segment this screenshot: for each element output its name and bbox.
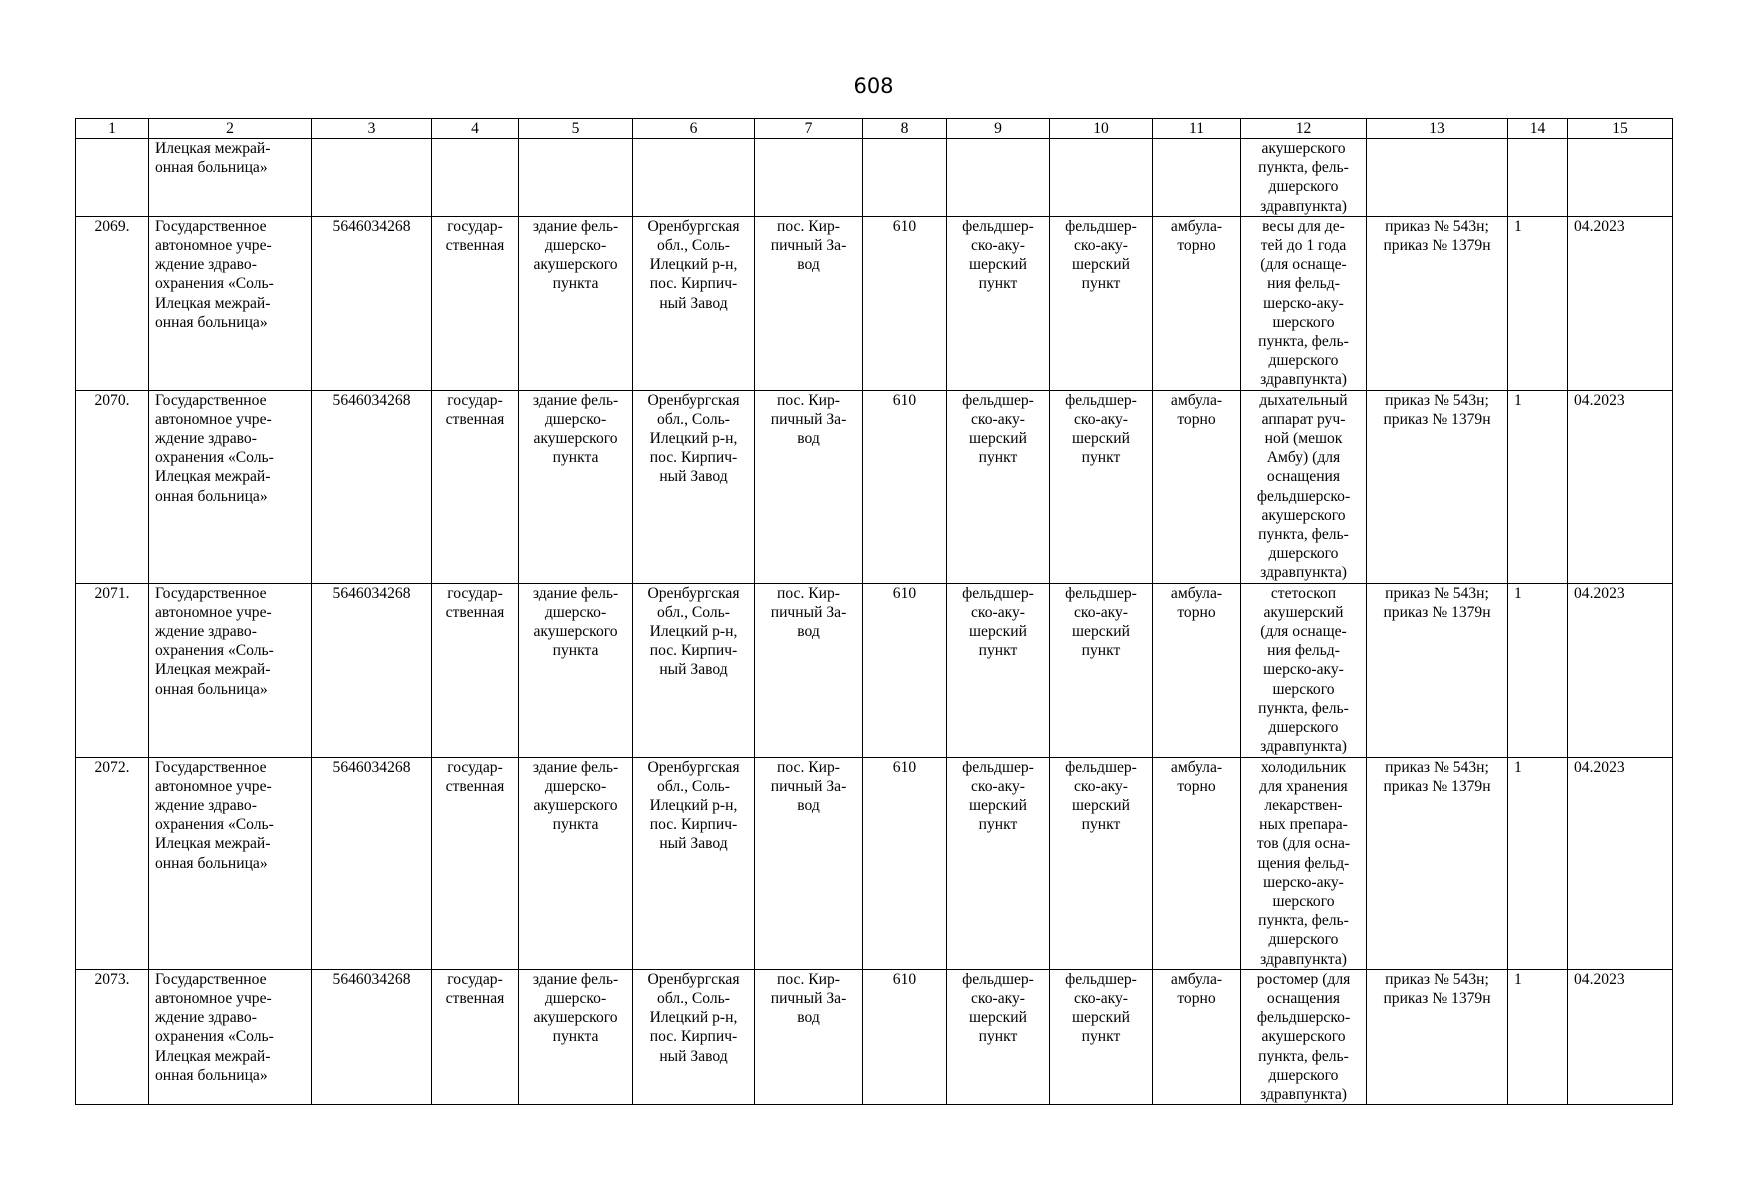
facility-type-cell: фельдшер- ско-аку- шерский пункт (947, 583, 1050, 757)
row-number: 2071. (76, 583, 149, 757)
ownership-cell: государ- ственная (432, 216, 519, 390)
facility-type-cell: фельдшер- ско-аку- шерский пункт (947, 216, 1050, 390)
quantity-cell: 1 (1508, 390, 1568, 583)
table-cell (947, 139, 1050, 217)
ownership-cell: государ- ственная (432, 583, 519, 757)
date-cell: 04.2023 (1568, 757, 1673, 969)
column-header: 9 (947, 119, 1050, 139)
facility-type-cell: фельдшер- ско-аку- шерский пункт (1050, 757, 1153, 969)
settlement-cell: пос. Кир- пичный За- вод (755, 390, 863, 583)
equipment-cell: холодильник для хранения лекарствен- ных препара- тов (для осна- щения фельд- шерско-аку- шерского пункта, фель- дшерского здравпункта) (1241, 757, 1367, 969)
table-row (76, 583, 1673, 757)
column-header: 7 (755, 119, 863, 139)
equipment-cell: акушерского пункта, фель- дшерского здравпункта) (1241, 139, 1367, 217)
table-row (76, 757, 1673, 969)
table-cell (1508, 139, 1568, 217)
equipment-cell: дыхательный аппарат руч- ной (мешок Амбу) (для оснащения фельдшерско- акушерского пункта, фель- дшерского здравпункта) (1241, 390, 1367, 583)
table-cell (755, 139, 863, 217)
row-number: 2069. (76, 216, 149, 390)
table-cell (1153, 139, 1241, 217)
column-header: 13 (1367, 119, 1508, 139)
ownership-cell: государ- ственная (432, 390, 519, 583)
page-number: 608 (853, 74, 894, 98)
settlement-cell: пос. Кир- пичный За- вод (755, 583, 863, 757)
equipment-cell: весы для де- тей до 1 года (для оснаще- ния фельд- шерско-аку- шерского пункта, фель- дшерского здравпункта) (1241, 216, 1367, 390)
date-cell: 04.2023 (1568, 583, 1673, 757)
column-header: 5 (519, 119, 633, 139)
column-header: 12 (1241, 119, 1367, 139)
address-cell: Оренбургская обл., Соль- Илецкий р-н, пос. Кирпич- ный Завод (633, 969, 755, 1104)
address-cell: Оренбургская обл., Соль- Илецкий р-н, пос. Кирпич- ный Завод (633, 757, 755, 969)
population-cell: 610 (863, 390, 947, 583)
quantity-cell: 1 (1508, 583, 1568, 757)
care-mode-cell: амбула- торно (1153, 583, 1241, 757)
facility-type-cell: фельдшер- ско-аку- шерский пункт (1050, 583, 1153, 757)
care-mode-cell: амбула- торно (1153, 216, 1241, 390)
settlement-cell: пос. Кир- пичный За- вод (755, 757, 863, 969)
table-row (76, 216, 1673, 390)
facility-type-cell: фельдшер- ско-аку- шерский пункт (947, 390, 1050, 583)
table-cell (519, 139, 633, 217)
care-mode-cell: амбула- торно (1153, 390, 1241, 583)
settlement-cell: пос. Кир- пичный За- вод (755, 216, 863, 390)
building-cell: здание фель- дшерско- акушерского пункта (519, 216, 633, 390)
quantity-cell: 1 (1508, 969, 1568, 1104)
inn-cell: 5646034268 (312, 757, 432, 969)
table-cell (633, 139, 755, 217)
population-cell: 610 (863, 757, 947, 969)
order-cell: приказ № 543н; приказ № 1379н (1367, 390, 1508, 583)
continuation-row (76, 139, 1673, 217)
row-number: 2070. (76, 390, 149, 583)
organization-cell: Государственное автономное учре- ждение здраво- охранения «Соль- Илецкая межрай- онная больница» (149, 757, 312, 969)
column-header: 14 (1508, 119, 1568, 139)
facility-type-cell: фельдшер- ско-аку- шерский пункт (1050, 969, 1153, 1104)
inn-cell: 5646034268 (312, 216, 432, 390)
order-cell: приказ № 543н; приказ № 1379н (1367, 757, 1508, 969)
column-header: 15 (1568, 119, 1673, 139)
column-header: 3 (312, 119, 432, 139)
row-number: 2072. (76, 757, 149, 969)
table-cell (1367, 139, 1508, 217)
column-header: 4 (432, 119, 519, 139)
building-cell: здание фель- дшерско- акушерского пункта (519, 757, 633, 969)
quantity-cell: 1 (1508, 216, 1568, 390)
settlement-cell: пос. Кир- пичный За- вод (755, 969, 863, 1104)
table-cell (1050, 139, 1153, 217)
ownership-cell: государ- ственная (432, 969, 519, 1104)
inn-cell: 5646034268 (312, 969, 432, 1104)
organization-cell: Государственное автономное учре- ждение здраво- охранения «Соль- Илецкая межрай- онная больница» (149, 583, 312, 757)
date-cell: 04.2023 (1568, 390, 1673, 583)
date-cell: 04.2023 (1568, 969, 1673, 1104)
column-header: 1 (76, 119, 149, 139)
inn-cell: 5646034268 (312, 390, 432, 583)
population-cell: 610 (863, 969, 947, 1104)
table-cell (1568, 139, 1673, 217)
facility-type-cell: фельдшер- ско-аку- шерский пункт (947, 969, 1050, 1104)
column-header: 8 (863, 119, 947, 139)
care-mode-cell: амбула- торно (1153, 969, 1241, 1104)
order-cell: приказ № 543н; приказ № 1379н (1367, 216, 1508, 390)
organization-cell: Государственное автономное учре- ждение здраво- охранения «Соль- Илецкая межрай- онная больница» (149, 969, 312, 1104)
column-header: 10 (1050, 119, 1153, 139)
column-header: 6 (633, 119, 755, 139)
equipment-cell: стетоскоп акушерский (для оснаще- ния фельд- шерско-аку- шерского пункта, фель- дшерского здравпункта) (1241, 583, 1367, 757)
table-cell (432, 139, 519, 217)
table-row (76, 969, 1673, 1104)
column-header: 11 (1153, 119, 1241, 139)
table-cell (312, 139, 432, 217)
facility-type-cell: фельдшер- ско-аку- шерский пункт (947, 757, 1050, 969)
organization-cell: Илецкая межрай- онная больница» (149, 139, 312, 217)
header-row (76, 119, 1673, 139)
table-cell (863, 139, 947, 217)
address-cell: Оренбургская обл., Соль- Илецкий р-н, пос. Кирпич- ный Завод (633, 216, 755, 390)
building-cell: здание фель- дшерско- акушерского пункта (519, 390, 633, 583)
table-row (76, 390, 1673, 583)
building-cell: здание фель- дшерско- акушерского пункта (519, 969, 633, 1104)
facility-type-cell: фельдшер- ско-аку- шерский пункт (1050, 390, 1153, 583)
population-cell: 610 (863, 583, 947, 757)
registry-table (75, 118, 1673, 1105)
column-header: 2 (149, 119, 312, 139)
address-cell: Оренбургская обл., Соль- Илецкий р-н, пос. Кирпич- ный Завод (633, 583, 755, 757)
facility-type-cell: фельдшер- ско-аку- шерский пункт (1050, 216, 1153, 390)
date-cell: 04.2023 (1568, 216, 1673, 390)
care-mode-cell: амбула- торно (1153, 757, 1241, 969)
row-number: 2073. (76, 969, 149, 1104)
organization-cell: Государственное автономное учре- ждение здраво- охранения «Соль- Илецкая межрай- онная больница» (149, 216, 312, 390)
inn-cell: 5646034268 (312, 583, 432, 757)
order-cell: приказ № 543н; приказ № 1379н (1367, 583, 1508, 757)
table-cell (76, 139, 149, 217)
organization-cell: Государственное автономное учре- ждение здраво- охранения «Соль- Илецкая межрай- онная больница» (149, 390, 312, 583)
population-cell: 610 (863, 216, 947, 390)
order-cell: приказ № 543н; приказ № 1379н (1367, 969, 1508, 1104)
equipment-cell: ростомер (для оснащения фельдшерско- акушерского пункта, фель- дшерского здравпункта) (1241, 969, 1367, 1104)
address-cell: Оренбургская обл., Соль- Илецкий р-н, пос. Кирпич- ный Завод (633, 390, 755, 583)
building-cell: здание фель- дшерско- акушерского пункта (519, 583, 633, 757)
ownership-cell: государ- ственная (432, 757, 519, 969)
quantity-cell: 1 (1508, 757, 1568, 969)
